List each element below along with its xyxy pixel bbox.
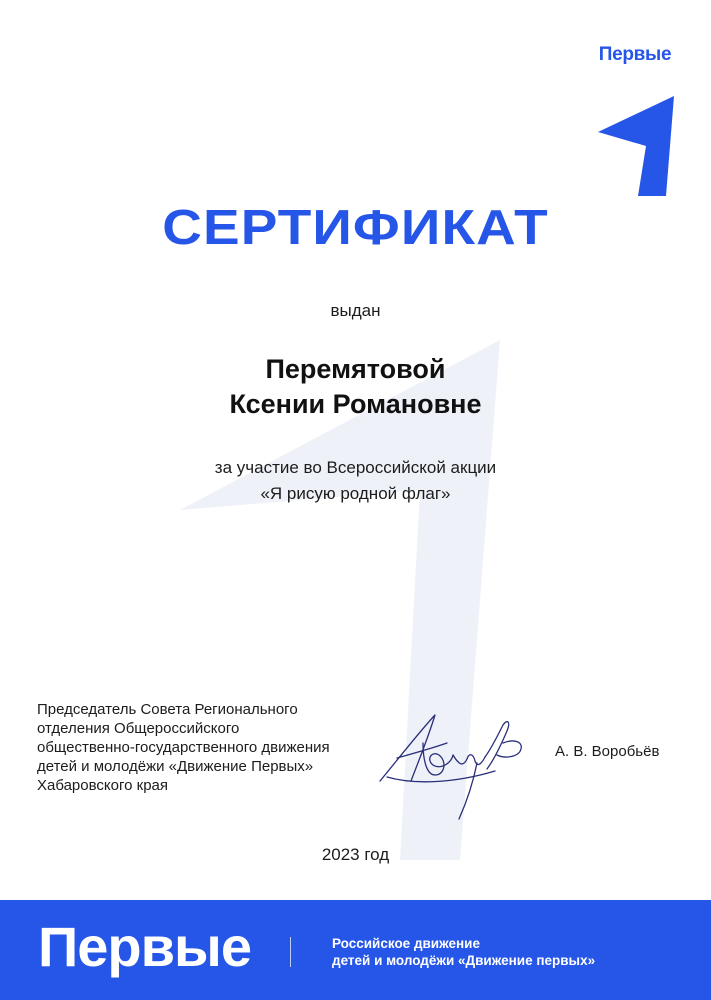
signer-title-line: общественно-государственного движения (37, 739, 330, 756)
signer-title-line: отделения Общероссийского (37, 720, 240, 737)
top-logo-text: Первые (598, 44, 672, 65)
certificate-reason (0, 455, 711, 507)
issued-label: выдан (330, 301, 381, 320)
signer-title-line: Председатель Совета Регионального (37, 701, 298, 718)
reason-line-2: «Я рисую родной флаг» (260, 484, 451, 503)
recipient-given-names: Ксении Романовне (229, 389, 482, 419)
top-logo (590, 44, 680, 199)
footer-tagline-line-1: Российское движение (332, 936, 480, 951)
recipient-name (0, 352, 711, 422)
signer-title (37, 700, 377, 795)
footer-divider (290, 937, 291, 967)
reason-line-1: за участие во Всероссийской акции (214, 458, 497, 477)
footer-tagline (332, 935, 595, 969)
footer-tagline-line-2: детей и молодёжи «Движение первых» (332, 953, 596, 968)
certificate-title: СЕРТИФИКАТ (162, 201, 549, 255)
logo-one-icon (596, 74, 676, 199)
handwritten-signature (375, 703, 535, 823)
certificate-year: 2023 год (321, 845, 390, 864)
signer-name: А. В. Воробьёв (555, 743, 660, 760)
recipient-surname: Перемятовой (265, 354, 446, 384)
footer-logo: Первые (38, 915, 251, 978)
footer-banner (0, 900, 711, 1000)
signer-title-line: Хабаровского края (37, 777, 169, 794)
signer-title-line: детей и молодёжи «Движение Первых» (37, 758, 314, 775)
